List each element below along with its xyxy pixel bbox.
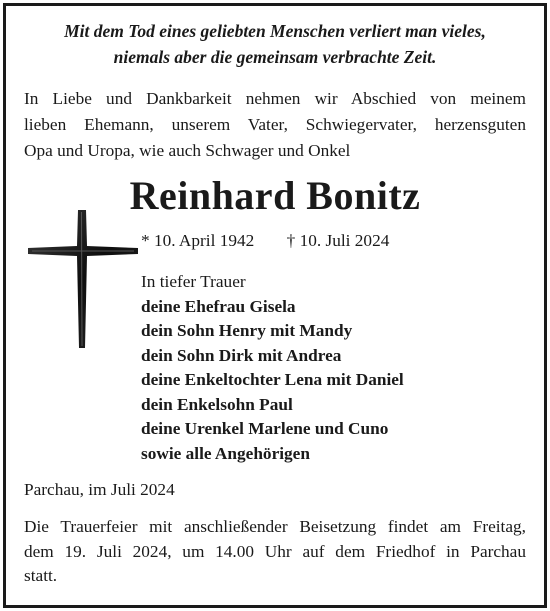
mourner: deine Urenkel Marlene und Cuno [141, 419, 389, 438]
cross-icon [24, 208, 142, 350]
mourner: deine Enkeltochter Lena mit Daniel [141, 370, 404, 389]
mourners-list [141, 270, 404, 466]
motto [0, 18, 550, 70]
closing-line-3: statt. [24, 566, 58, 585]
closing-line-2: dem 19. Juli 2024, um 14.00 Uhr auf dem Friedhof in Parchau [24, 541, 526, 561]
mourner: sowie alle Angehörigen [141, 443, 310, 463]
funeral-notice [24, 515, 526, 589]
closing-line-1: Die Trauerfeier mit anschließender Beisetzung findet am Freitag, [24, 517, 526, 536]
mourner: dein Sohn Dirk mit Andrea [141, 345, 342, 365]
mourners-heading: In tiefer Trauer [141, 272, 246, 291]
place-date: Parchau, im Juli 2024 [24, 480, 175, 499]
mourner: dein Enkelsohn Paul [141, 394, 293, 414]
intro-text [24, 86, 526, 164]
death-date: † 10. Juli 2024 [286, 231, 390, 250]
birth-date: * 10. April 1942 [141, 231, 255, 250]
mourner: dein Sohn Henry mit Mandy [141, 321, 353, 340]
intro-line-3: Opa und Uropa, wie auch Schwager und Onkel [24, 141, 351, 160]
deceased-name: Reinhard Bonitz [129, 173, 421, 218]
motto-line-1: Mit dem Tod eines geliebten Menschen verliert man vieles, [64, 21, 486, 41]
motto-line-2: niemals aber die gemeinsam verbrachte Zeit. [113, 47, 437, 67]
mourner: deine Ehefrau Gisela [141, 296, 296, 316]
intro-line-1: In Liebe und Dankbarkeit nehmen wir Abschied von meinem [24, 89, 526, 108]
intro-line-2: lieben Ehemann, unserem Vater, Schwiegervater, herzensguten [24, 115, 526, 134]
life-dates [141, 229, 389, 253]
